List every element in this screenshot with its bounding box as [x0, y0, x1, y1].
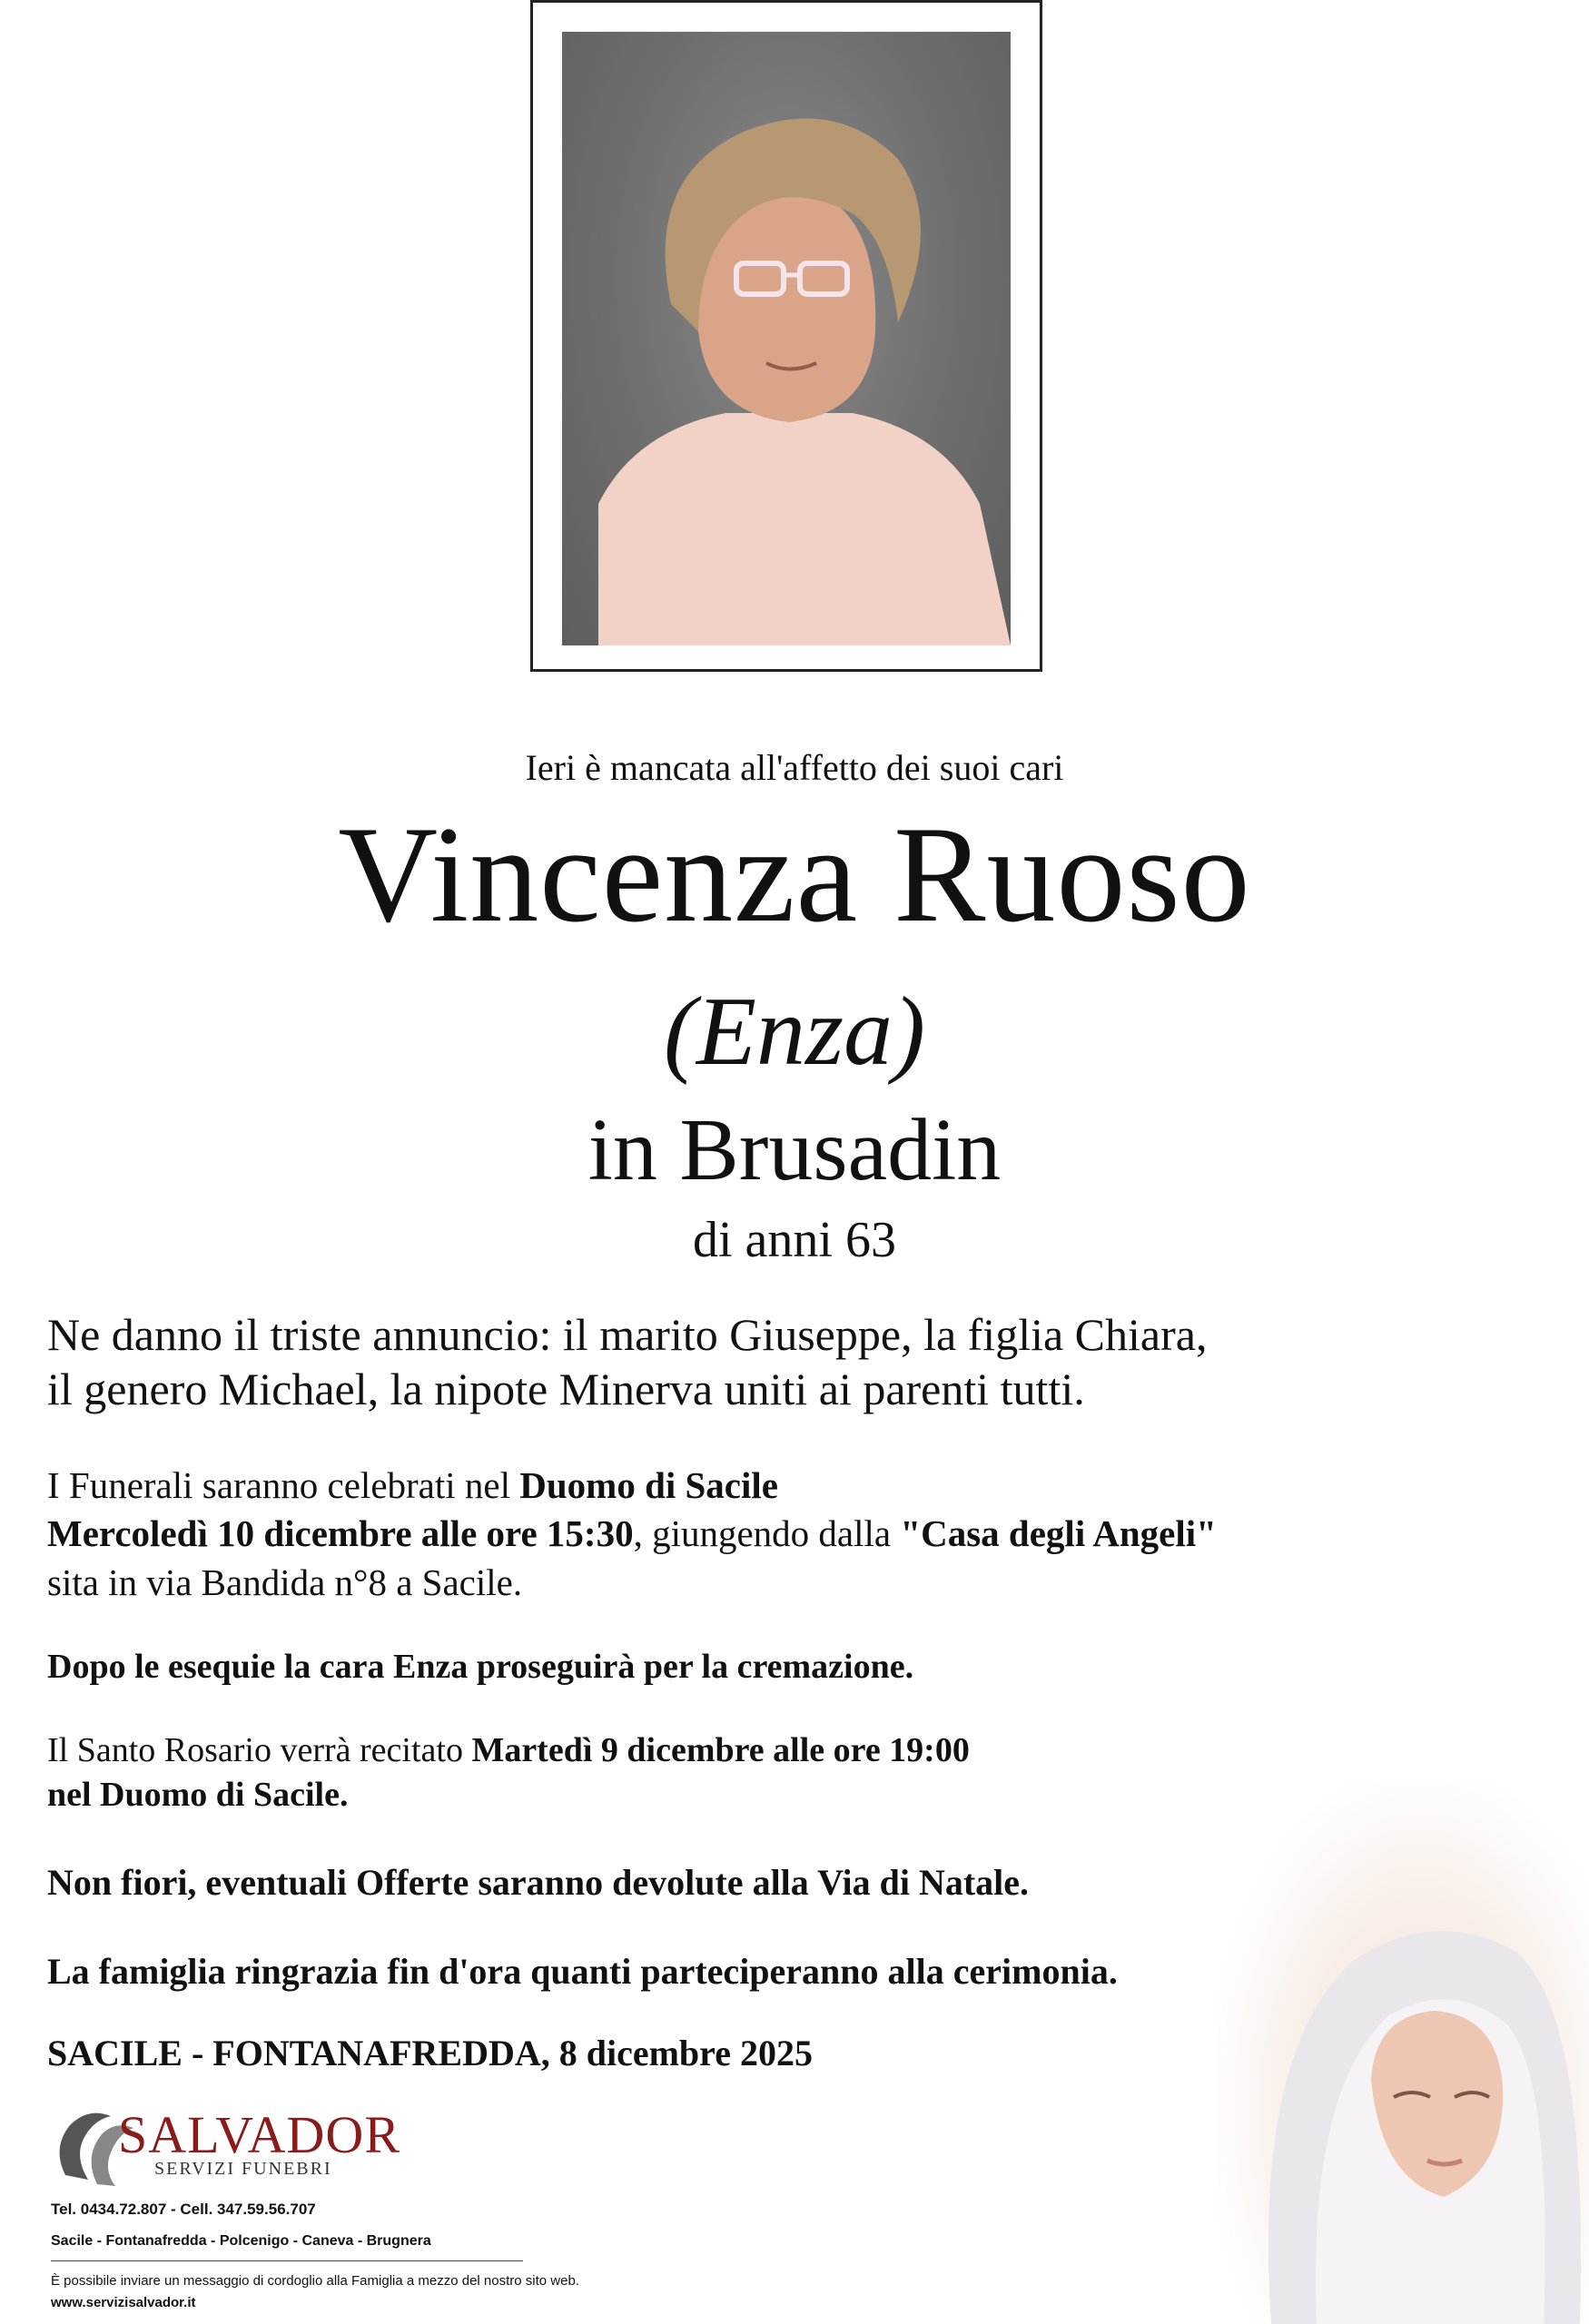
funeral-location: Duomo di Sacile [519, 1464, 778, 1506]
thanks-note: La famiglia ringrazia fin d'ora quanti parteciperanno alla cerimonia. [47, 1951, 1118, 1992]
deceased-name: Vincenza Ruoso [338, 798, 1251, 950]
rosary-info [47, 1728, 1318, 1818]
rosary-location: nel Duomo di Sacile. [47, 1776, 349, 1815]
funeral-text-2: , giungendo dalla [633, 1512, 901, 1555]
company-name: SALVADOR [118, 2105, 400, 2164]
announcement [47, 1307, 1318, 1416]
cremation-note: Dopo le esequie la cara Enza proseguirà per la cremazione. [47, 1648, 914, 1686]
company-towns: Sacile - Fontanafredda - Polcenigo - Caneva - Brugnera [51, 2233, 431, 2249]
company-note: È possibile inviare un messaggio di cordoglio alla Famiglia a mezzo del nostro sito web. [51, 2273, 579, 2289]
madonna-illustration [1217, 1779, 1589, 2324]
funeral-text-1: I Funerali saranno celebrati nel [47, 1464, 520, 1506]
rosary-datetime: Martedì 9 dicembre alle ore 19:00 [471, 1731, 970, 1769]
company-subtitle: SERVIZI FUNEBRI [154, 2159, 332, 2179]
company-logo [47, 2102, 400, 2191]
portrait-frame [530, 0, 1042, 672]
nickname: (Enza) [664, 978, 925, 1086]
announcement-line-1: Ne danno il triste annuncio: il marito Giuseppe, la figlia Chiara, [47, 1309, 1208, 1360]
funeral-origin: "Casa degli Angeli" [900, 1512, 1217, 1555]
flowers-note: Non fiori, eventuali Offerte saranno devolute alla Via di Natale. [47, 1862, 1030, 1903]
madonna-image [1217, 1779, 1589, 2324]
portrait-illustration [562, 32, 1011, 645]
married-name: in Brusadin [587, 1101, 1002, 1199]
place-date: SACILE - FONTANAFREDDA, 8 dicembre 2025 [47, 2033, 813, 2073]
company-website[interactable]: www.servizisalvador.it [51, 2295, 196, 2310]
company-phone: Tel. 0434.72.807 - Cell. 347.59.56.707 [51, 2201, 316, 2218]
funeral-datetime: Mercoledì 10 dicembre alle ore 15:30 [47, 1512, 634, 1555]
age: di anni 63 [693, 1212, 896, 1268]
intro-line: Ieri è mancata all'affetto dei suoi cari [525, 747, 1064, 788]
announcement-line-2: il genero Michael, la nipote Minerva uniti ai parenti tutti. [47, 1364, 1085, 1414]
divider [51, 2260, 523, 2261]
funeral-info [47, 1462, 1318, 1607]
funeral-address: sita in via Bandida n°8 a Sacile. [47, 1561, 523, 1603]
portrait-photo [562, 32, 1011, 645]
rosary-text: Il Santo Rosario verrà recitato [47, 1731, 472, 1769]
